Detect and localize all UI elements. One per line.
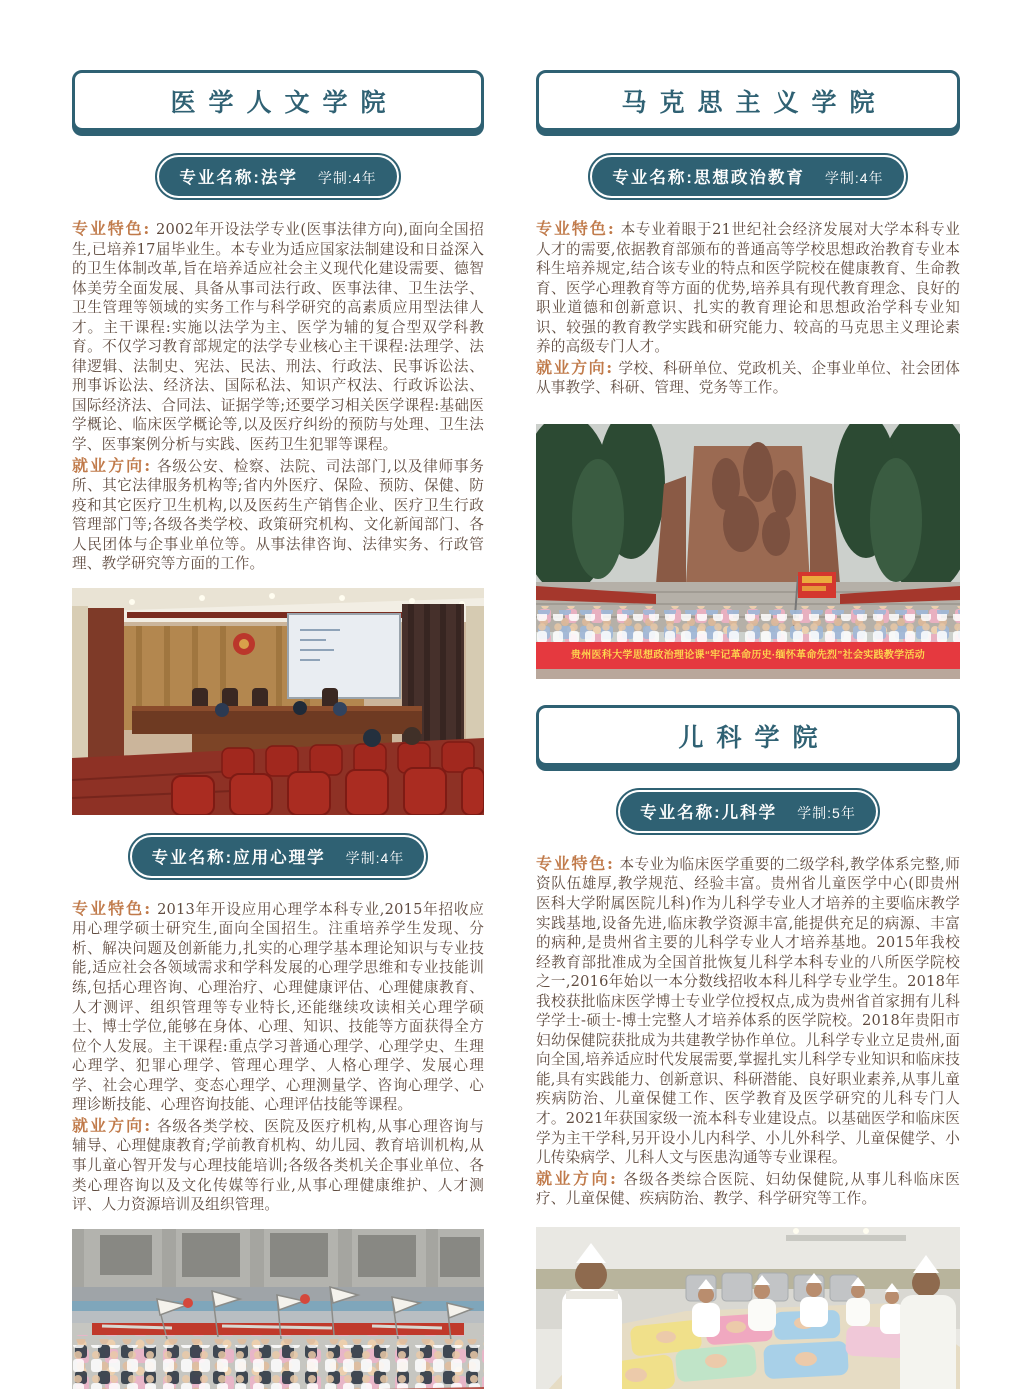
- career-text: 各级各类学校、医院及医疗机构,从事心理咨询与辅导、心理健康教育;学前教育机构、幼儿园、教育培训机构,从事儿童心智开发与心理技能培训;各级各类机关企事业单位、各类心理咨询以及文化传媒等行业,从事心理健康维护、人才测评、人力资源培训及组织管理。: [72, 1117, 484, 1214]
- major-name: 专业名称:应用心理学: [151, 848, 326, 867]
- major-badge-law: [155, 153, 400, 200]
- major-badge-applied-psychology: [128, 833, 429, 880]
- major-duration: 学制:5年: [797, 804, 856, 821]
- features-label: 专业特色:: [536, 853, 615, 873]
- major-duration: 学制:4年: [345, 849, 405, 866]
- marxism-career-paragraph: [536, 357, 960, 398]
- major-name: 专业名称:思想政治教育: [612, 169, 805, 187]
- major-duration: 学制:4年: [317, 170, 377, 186]
- features-text: 本专业着眼于21世纪社会经济发展对大学本科专业人才的需要,依据教育部颁布的普通高等学校思想政治教育专业本科生培养规定,结合该专业的特点和医学院校在健康教育、生命教育、医学心理教育等方面的优势,培养具有现代教育理念、良好的职业道德和创新意识、扎实的教育理论和思想政治学科专业知识、较强的教育教学实践和研究能力、较高的马克思主义理论素养的高级专门人才。: [536, 221, 961, 356]
- college-header-marxism: [536, 70, 960, 131]
- left-column: [72, 70, 484, 1389]
- major-duration: 学制:4年: [824, 170, 884, 186]
- sports-field-group-photo: [72, 1229, 484, 1389]
- features-text: 2013年开设应用心理学本科专业,2015年招收应用心理学硕士研究生,面向全国招生。注重培养学生发现、分析、解决问题及创新能力,扎实的心理学基本理论知识与专业技能,适应社会各领域需求和学科发展的心理学思维和专业技能训练,包括心理咨询、心理治疗、心理健康评估、心理健康教育、人才测评、组织管理等专业特长,还能继续攻读相关心理学硕士、博士学位,能够在身体、心理、知识、技能等方面获得全方位个人发展。主干课程:重点学习普通心理学、心理学史、生理心理学、犯罪心理学、管理心理学、人格心理学、发展心理学、社会心理学、变态心理学、心理测量学、咨询心理学、心理诊断技能、心理咨询技能、心理评估技能等课程。: [72, 900, 484, 1114]
- major-name: 专业名称:儿科学: [640, 803, 778, 822]
- college-title: 马克思主义学院: [621, 89, 888, 117]
- college-title: 医学人文学院: [170, 89, 399, 117]
- college-header-pediatrics: [536, 705, 960, 766]
- features-label: 专业特色:: [72, 898, 152, 918]
- features-label: 专业特色:: [72, 219, 151, 238]
- law-features-paragraph: [72, 218, 484, 455]
- psychology-features-paragraph: [72, 898, 484, 1115]
- pediatrics-features-paragraph: [536, 853, 960, 1168]
- law-career-paragraph: [72, 455, 484, 574]
- psychology-career-paragraph: [72, 1115, 484, 1215]
- moot-court-illustration: [72, 588, 484, 815]
- college-title: 儿科学院: [678, 723, 831, 752]
- career-text: 各级公安、检察、法院、司法部门,以及律师事务所、其它法律服务机构等;省内外医疗、保险、预防、保健、防疫和其它医疗卫生机构,以及医药生产销售企业、医疗卫生行政管理部门等;各级各类学校、政策研究机构、文化新闻部门、各人民团体与企事业单位等。从事法律咨询、法律实务、行政管理、教学研究等方面的工作。: [72, 457, 484, 573]
- college-header-medical-humanities: [72, 70, 484, 131]
- career-label: 就业方向:: [536, 357, 614, 377]
- monument-illustration: [536, 424, 960, 679]
- major-badge-ideological-political-education: [588, 153, 907, 200]
- career-label: 就业方向:: [72, 1115, 152, 1135]
- pediatrics-career-paragraph: [536, 1168, 960, 1209]
- pediatric-nursing-practice-photo: [536, 1227, 960, 1389]
- career-label: 就业方向:: [72, 455, 152, 475]
- major-name: 专业名称:法学: [179, 169, 298, 187]
- nursing-practice-illustration: [536, 1227, 960, 1389]
- career-text: 学校、科研单位、党政机关、企事业单位、社会团体从事教学、科研、管理、党务等工作。: [536, 359, 960, 397]
- major-badge-pediatrics: [616, 788, 880, 835]
- sports-field-illustration: [72, 1229, 484, 1389]
- marxism-features-paragraph: [536, 218, 960, 357]
- features-label: 专业特色:: [536, 219, 616, 238]
- practice-activity-banner: 贵州医科大学思想政治理论课“牢记革命历史·缅怀革命先烈”社会实践教学活动: [536, 642, 960, 669]
- features-text: 本专业为临床医学重要的二级学科,教学体系完整,师资队伍雄厚,教学规范、经验丰富。贵州省儿童医学中心(即贵州医科大学附属医院儿科)作为儿科学专业人才培养的主要临床教学实践基地,设备先进,临床教学资源丰富,能提供充足的病源、丰富的病种,是贵州省主要的儿科学专业人才培养基地。2015年我校经教育部批准成为全国首批恢复儿科学本科专业的八所医学院校之一,2016年始以一本分数线招收本科儿科学专业学生。2018年我校获批临床医学博士专业学位授权点,成为贵州省首家拥有儿科学学士-硕士-博士完整人才培养体系的医学院校。2018年贵阳市妇幼保健院获批成为共建教学协作单位。儿科学专业立足贵州,面向全国,培养适应时代发展需要,掌握扎实儿科学专业知识和临床技能,具有实践能力、创新意识、科研潜能、良好职业素养,从事儿童疾病防治、儿童保健工作、医学教育及医学研究的儿科专门人才。2021年获国家级一流本科专业建设点。以基础医学和临床医学为主干学科,另开设小儿内科学、小儿外科学、儿童保健学、小儿传染病学、儿科人文与医患沟通等专业课程。: [536, 855, 960, 1167]
- career-text: 各级各类综合医院、妇幼保健院,从事儿科临床医疗、儿童保健、疾病防治、教学、科学研究等工作。: [536, 1170, 960, 1208]
- right-column: [536, 70, 960, 1389]
- moot-court-photo: [72, 588, 484, 815]
- career-label: 就业方向:: [536, 1168, 618, 1188]
- monument-group-photo: [536, 424, 960, 679]
- features-text: 2002年开设法学专业(医事法律方向),面向全国招生,已培养17届毕业生。本专业为适应国家法制建设和日益深入的卫生体制改革,旨在培养适应社会主义现代化建设需要、德智体美劳全面发展、具备从事司法行政、医事法律、卫生法学、卫生管理等领域的实务工作与科学研究的高素质应用型法律人才。主干课程:实施以法学为主、医学为辅的复合型双学科教育。不仅学习教育部规定的法学专业核心主干课程:法理学、法律逻辑、法制史、宪法、民法、刑法、行政法、民事诉讼法、刑事诉讼法、经济法、国际私法、知识产权法、行政诉讼法、国际经济法、合同法、证据学等;还要学习相关医学课程:基础医学概论、临床医学概论等,以及医疗纠纷的预防与处理、卫生法学、医事案例分析与实践、医药卫生犯罪等课程。: [72, 221, 484, 454]
